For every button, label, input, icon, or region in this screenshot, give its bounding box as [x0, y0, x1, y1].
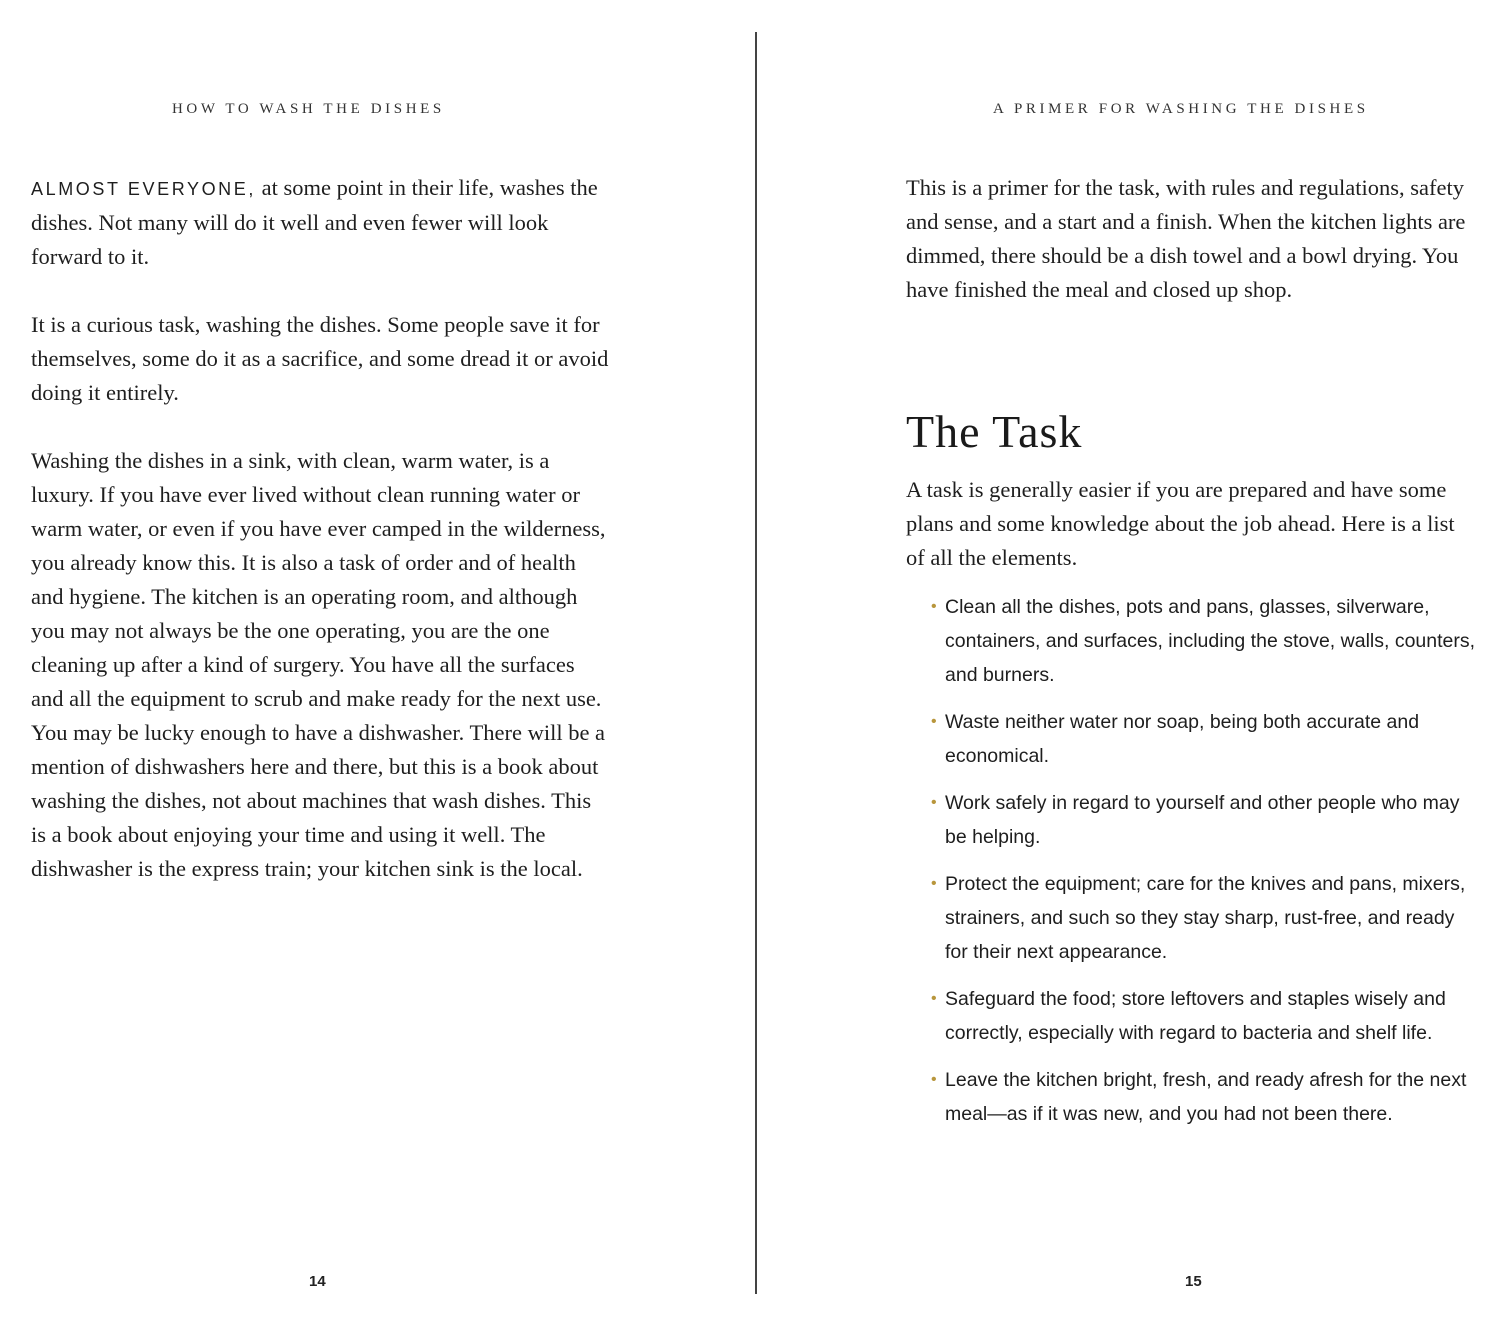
- paragraph-3: Washing the dishes in a sink, with clean, warm water, is a luxury. If you have ever lived without clean running water or warm water, or even if you have ever camped in the wilderness, you already know this. It is also a task of order and of health and hygiene. The kitchen is an operating room, and although you may not always be the one operating, you are the one cleaning up after a kind of surgery. You have all the surfaces and all the equipment to scrub and make ready for the next use. You may be lucky enough to have a dishwasher. There will be a mention of dishwashers here and there, but this is a book about washing the dishes, not about machines that wash dishes. This is a book about enjoying your time and using it well. The dishwasher is the express train; your kitchen sink is the local.: [31, 448, 606, 881]
- task-intro-text: [906, 473, 1466, 609]
- task-intro-paragraph: A task is generally easier if you are prepared and have some plans and some knowledge about the job ahead. Here is a list of all the elements.: [906, 477, 1455, 570]
- list-item-text: Leave the kitchen bright, fresh, and ready afresh for the next meal—as if it was new, and you had not been there.: [945, 1069, 1467, 1125]
- list-item-text: Safeguard the food; store leftovers and staples wisely and correctly, especially with regard to bacteria and shelf life.: [945, 988, 1446, 1044]
- list-item-text: Clean all the dishes, pots and pans, glasses, silverware, containers, and surfaces, including the stove, walls, counters, and burners.: [945, 596, 1476, 686]
- list-item: [931, 786, 1476, 854]
- left-page-number: 14: [309, 1273, 326, 1290]
- right-intro-text: [906, 171, 1471, 341]
- paragraph-2: It is a curious task, washing the dishes. Some people save it for themselves, some do it as a sacrifice, and some dread it or avoid doing it entirely.: [31, 312, 609, 405]
- right-page-number: 15: [1185, 1273, 1202, 1290]
- list-item-text: Waste neither water nor soap, being both accurate and economical.: [945, 711, 1420, 767]
- bullet-icon: •: [931, 713, 937, 730]
- list-item: [931, 1063, 1476, 1131]
- list-item-text: Work safely in regard to yourself and other people who may be helping.: [945, 792, 1460, 848]
- section-heading: The Task: [906, 406, 1083, 457]
- left-body-text: [31, 171, 611, 920]
- paragraph-1: [31, 171, 611, 274]
- list-item: [931, 867, 1476, 969]
- lead-in: ALMOST EVERYONE,: [31, 179, 256, 199]
- right-running-head: A PRIMER FOR WASHING THE DISHES: [993, 101, 1369, 117]
- list-item-text: Protect the equipment; care for the knives and pans, mixers, strainers, and such so they stay sharp, rust-free, and ready for their next appearance.: [945, 873, 1466, 963]
- bullet-icon: •: [931, 598, 937, 615]
- task-list: [931, 590, 1476, 1144]
- list-item: [931, 590, 1476, 692]
- bullet-icon: •: [931, 875, 937, 892]
- bullet-icon: •: [931, 794, 937, 811]
- bullet-icon: •: [931, 990, 937, 1007]
- paragraph-1-text: at some point in their life, washes the dishes. Not many will do it well and even fewer will look forward to it.: [31, 175, 598, 269]
- list-item: [931, 705, 1476, 773]
- left-running-head: HOW TO WASH THE DISHES: [172, 101, 445, 117]
- gutter-divider: [755, 32, 757, 1294]
- intro-paragraph: This is a primer for the task, with rules and regulations, safety and sense, and a start and a finish. When the kitchen lights are dimmed, there should be a dish towel and a bowl drying. You have finished the meal and closed up shop.: [906, 175, 1466, 302]
- bullet-icon: •: [931, 1071, 937, 1088]
- list-item: [931, 982, 1476, 1050]
